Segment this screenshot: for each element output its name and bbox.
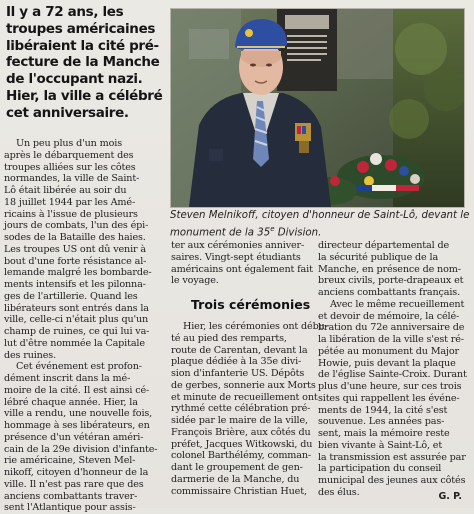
- caption-line: [170, 223, 468, 240]
- caption-sup: e: [270, 224, 275, 233]
- text-line: ricains à l'issue de plusieurs: [4, 208, 138, 220]
- caption-text: monument de la 35: [170, 226, 271, 238]
- lead-line: cet anniversaire.: [6, 104, 129, 121]
- text-line: lut d'être nommée la Capitale: [4, 337, 145, 349]
- text-line: Manche, en présence de nom-: [318, 263, 461, 275]
- article-column-2-bottom: [171, 321, 328, 497]
- text-line: souvenue. Les années pas-: [318, 416, 445, 428]
- lead-line: Hier, la ville a célébré: [6, 87, 163, 104]
- text-line: ville, celle-ci n'était plus qu'un: [4, 314, 149, 326]
- text-line: sion d'infanterie US. Dépôts: [171, 368, 305, 379]
- text-line: Hier, les cérémonies ont débu-: [183, 321, 328, 332]
- text-line: des ruines.: [4, 349, 56, 361]
- text-line: bien vivante à Saint-Lô, et: [318, 439, 443, 451]
- text-line: saires. Vingt-sept étudiants: [171, 251, 301, 263]
- text-line: et devoir de mémoire, la célé-: [318, 310, 460, 322]
- text-line: pétée au monument du Major: [318, 345, 459, 357]
- text-line: libérateurs sont entrés dans la: [4, 302, 149, 314]
- text-line: François Brière, aux côtés du: [171, 426, 311, 438]
- text-line: ter aux cérémonies anniver-: [171, 240, 305, 251]
- lead-line: de l'occupant nazi.: [6, 71, 143, 88]
- text-line: ville. Il n'est pas rare que des: [4, 478, 144, 490]
- text-line: sodes de la Bataille des haies.: [4, 232, 146, 243]
- text-line: américains ont également fait: [171, 263, 313, 275]
- text-line: bout d'une forte résistance al-: [4, 255, 147, 267]
- caption-text: Division.: [274, 226, 322, 238]
- caption-line: Steven Melnikoff, citoyen d'honneur de Saint-Lô, devant le: [170, 210, 470, 221]
- text-line: plus d'une heure, sur ces trois: [318, 381, 462, 392]
- section-subheading: Trois cérémonies: [191, 297, 311, 312]
- lead-line: troupes américaines: [6, 20, 156, 37]
- article-column-3: [318, 240, 466, 499]
- text-line: la libération de la ville s'est ré-: [318, 334, 464, 345]
- text-line: anciens combattants traver-: [4, 490, 138, 502]
- text-line: Avec le même recueillement: [330, 298, 465, 310]
- text-line: moire de la cité. Il est ainsi cé-: [4, 384, 150, 396]
- text-line: troupes alliées sur les côtes: [4, 161, 136, 173]
- text-line: de gerbes, sonnerie aux Morts: [171, 379, 316, 391]
- photo-caption: [170, 210, 468, 239]
- text-line: ville a rendu, une nouvelle fois,: [4, 408, 153, 420]
- text-line: dément inscrit dans la mé-: [4, 373, 131, 384]
- text-line: Un peu plus d'un mois: [16, 138, 122, 149]
- text-line: plaque dédiée à la 35e divi-: [171, 356, 302, 368]
- text-line: et minute de recueillement ont: [171, 391, 318, 403]
- lead-line: Il y a 72 ans, les: [6, 4, 124, 20]
- text-line: Lô était libérée au soir du: [4, 185, 127, 196]
- text-line: le voyage.: [171, 275, 219, 287]
- text-line: Les troupes US ont dû venir à: [4, 243, 146, 255]
- text-line: la transmission est assurée par: [318, 451, 466, 463]
- text-line: route de Carentan, devant la: [171, 344, 308, 356]
- text-line: sidée par le maire de la ville,: [171, 415, 308, 426]
- text-line: rythmé cette célébration pré-: [171, 403, 311, 415]
- veteran-photo-icon: [171, 9, 464, 207]
- text-line: lemande malgré les bombarde-: [4, 267, 152, 279]
- author-signature: G. P.: [438, 491, 462, 502]
- text-line: présence d'un vétéran améri-: [4, 431, 144, 443]
- text-line: jours de combats, l'un des épi-: [4, 220, 149, 232]
- article-column-2-top: [171, 240, 313, 287]
- text-line: après le débarquement des: [4, 149, 134, 161]
- veteran-photo: [170, 8, 465, 208]
- text-line: préfet, Jacques Witkowski, du: [171, 438, 313, 450]
- text-line: Cet événement est profon-: [16, 361, 142, 373]
- text-line: ments de 1944, la cité s'est: [318, 404, 448, 416]
- text-line: anciens combattants français.: [318, 287, 461, 298]
- article-column-1: [4, 138, 161, 514]
- text-line: directeur départemental de: [318, 240, 449, 251]
- text-line: colonel Barthélémy, comman-: [171, 450, 312, 462]
- text-line: ges de l'artillerie. Quand les: [4, 290, 138, 302]
- text-line: sites qui rappellent les événe-: [318, 392, 460, 404]
- text-line: la sécurité publique de la: [318, 251, 439, 263]
- text-line: breux civils, porte-drapeaux et: [318, 275, 464, 287]
- article-lead: [6, 4, 164, 122]
- text-line: des élus.: [318, 486, 360, 498]
- text-line: cain de la 29e division d'infante-: [4, 443, 158, 455]
- lead-line: libéraient la cité pré-: [6, 37, 159, 54]
- text-line: lébré chaque année. Hier, la: [4, 396, 138, 408]
- text-line: de l'église Sainte-Croix. Durant: [318, 369, 467, 381]
- text-line: dant le groupement de gen-: [171, 462, 303, 473]
- text-line: commissaire Christian Huet,: [171, 485, 307, 497]
- text-line: rie américaine, Steven Mel-: [4, 455, 136, 467]
- text-line: té au pied des remparts,: [171, 332, 287, 344]
- lead-line: fecture de la Manche: [6, 54, 160, 71]
- text-line: sent, mais la mémoire reste: [318, 428, 450, 439]
- text-line: champ de ruines, ce qui lui va-: [4, 326, 150, 337]
- text-line: darmerie de la Manche, du: [171, 473, 300, 485]
- text-line: 18 juillet 1944 par les Amé-: [4, 196, 136, 208]
- text-line: la participation du conseil: [318, 463, 442, 475]
- text-line: hommage à ses libérateurs, en: [4, 420, 150, 431]
- text-line: normandes, la ville de Saint-: [4, 173, 140, 185]
- text-line: sent l'Atlantique pour assis-: [4, 502, 136, 514]
- text-line: bration du 72e anniversaire de: [318, 322, 465, 334]
- text-line: municipal des jeunes aux côtés: [318, 475, 466, 486]
- text-line: ments intensifs et les pilonna-: [4, 279, 146, 290]
- text-line: Howie, puis devant la plaque: [318, 357, 456, 369]
- text-line: nikoff, citoyen d'honneur de la: [4, 467, 149, 478]
